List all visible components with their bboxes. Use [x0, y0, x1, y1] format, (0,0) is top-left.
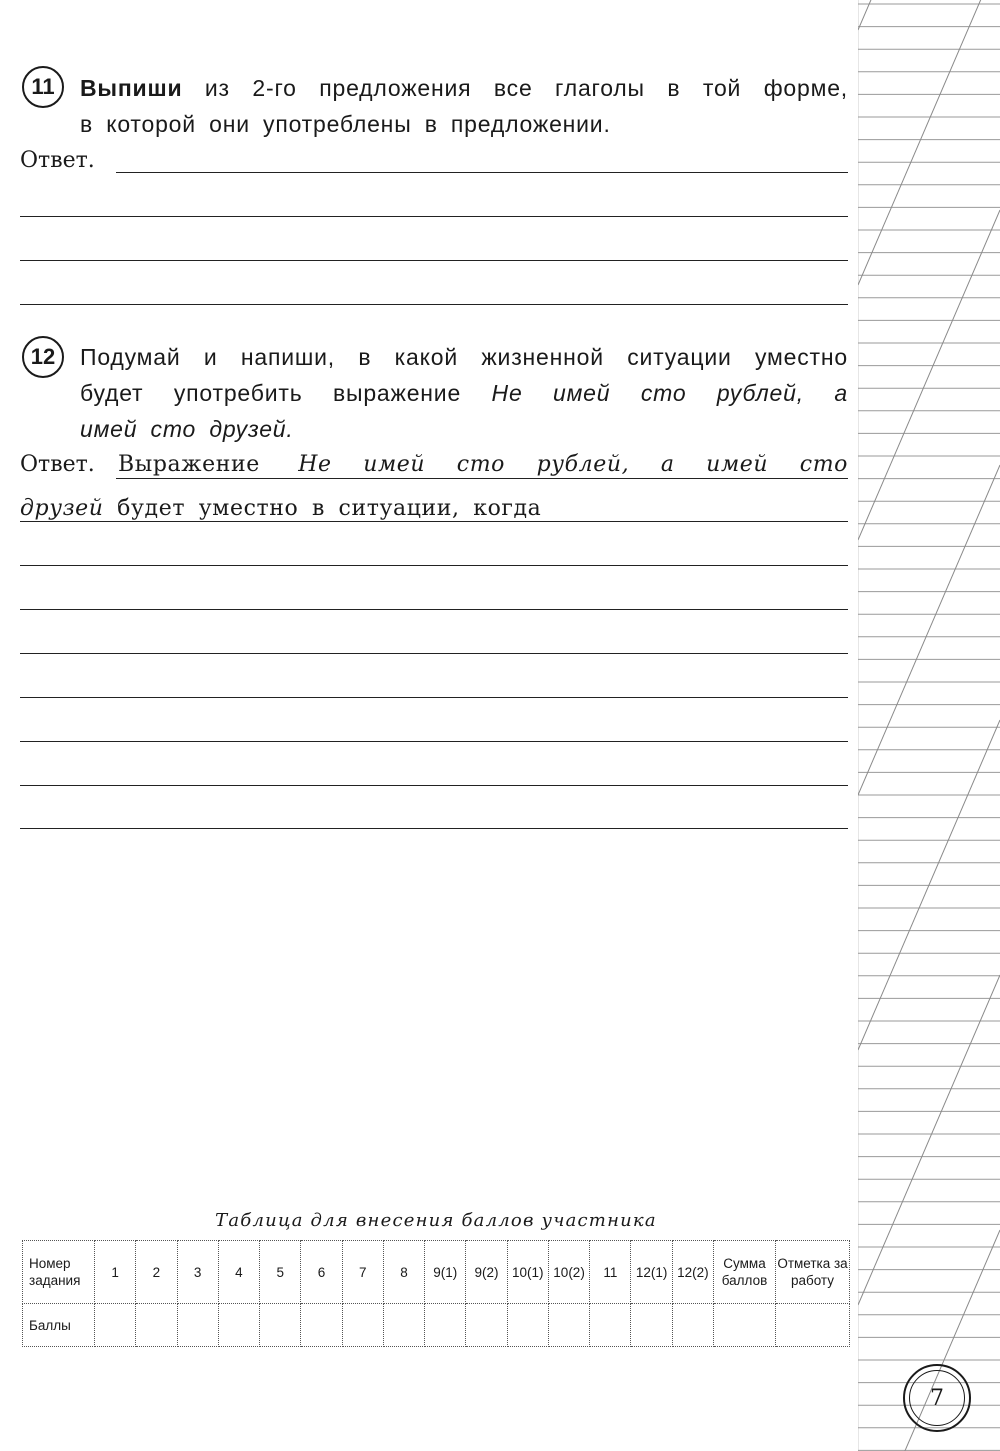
task-12-line2-plain: будет употребить выражение: [80, 380, 492, 406]
task-12-answer-line-2[interactable]: [20, 521, 848, 522]
score-table-column-header: 12(1): [631, 1241, 672, 1304]
task-12-answer-line-6[interactable]: [20, 697, 848, 698]
score-table-column-header: 9(1): [425, 1241, 466, 1304]
task-12-answer-line-9[interactable]: [20, 828, 848, 829]
score-table-column-header: 7: [342, 1241, 383, 1304]
task-12-answer-line2-plain: будет уместно в ситуации, когда: [103, 496, 542, 521]
task-number-12-text: 12: [30, 344, 56, 369]
score-table-values-row: [23, 1304, 850, 1347]
task-12-answer-line1-plain: Выражение: [118, 452, 260, 477]
task-12-answer-line-4[interactable]: [20, 609, 848, 610]
score-table-caption: Таблица для внесения баллов участника: [215, 1210, 657, 1231]
score-table-row1-label: Номер задания: [23, 1241, 95, 1304]
task-12-answer-line-7[interactable]: [20, 741, 848, 742]
score-table-column-header: Отметка за работу: [776, 1241, 850, 1304]
score-table: [22, 1240, 850, 1347]
score-table-column-header: 2: [136, 1241, 177, 1304]
task-12-line3-italic: имей сто друзей.: [80, 416, 294, 442]
score-table-column-header: 4: [218, 1241, 259, 1304]
score-table-score-cell[interactable]: [714, 1304, 776, 1347]
margin-slant-line: [858, 210, 1000, 540]
task-12-answer-line-1[interactable]: [116, 478, 848, 479]
score-table-score-cell[interactable]: [672, 1304, 713, 1347]
score-table-score-cell[interactable]: [776, 1304, 850, 1347]
page-number-badge: [903, 1364, 971, 1432]
score-table-score-cell[interactable]: [136, 1304, 177, 1347]
task-12-line2-italic: Не имей сто рублей, а: [491, 380, 848, 406]
score-table-column-header: 10(2): [548, 1241, 589, 1304]
score-table-score-cell[interactable]: [301, 1304, 342, 1347]
score-table-column-header: 8: [383, 1241, 424, 1304]
task-12-answer-line2: [20, 496, 541, 521]
score-table-column-header: 6: [301, 1241, 342, 1304]
score-table-score-cell[interactable]: [218, 1304, 259, 1347]
score-table-score-cell[interactable]: [383, 1304, 424, 1347]
score-table-column-header: 1: [95, 1241, 136, 1304]
margin-slant-line: [858, 975, 1000, 1305]
score-table-column-header: 5: [260, 1241, 301, 1304]
margin-slant-line: [858, 0, 1000, 285]
task-11-bold-verb: Выпиши: [80, 75, 183, 101]
score-table-column-header: 11: [590, 1241, 631, 1304]
task-11-answer-line-3[interactable]: [20, 260, 848, 261]
margin-slant-line: [858, 465, 1000, 795]
score-table-header-row: [23, 1241, 850, 1304]
task-12-answer-line2-italic: друзей: [20, 496, 104, 521]
task-12-answer-line-8[interactable]: [20, 785, 848, 786]
score-table-score-cell[interactable]: [260, 1304, 301, 1347]
task-11-text: [80, 70, 848, 142]
task-12-answer-line1-italic: Не имей сто рублей, а имей сто: [298, 452, 848, 477]
task-number-11: [22, 66, 64, 108]
margin-ruling: [858, 0, 1000, 1451]
task-12-answer-line-3[interactable]: [20, 565, 848, 566]
score-table-score-cell[interactable]: [507, 1304, 548, 1347]
score-table-row2-label: Баллы: [23, 1304, 95, 1347]
score-table-score-cell[interactable]: [177, 1304, 218, 1347]
task-12-line1: Подумай и напиши, в какой жизненной ситуации уместно: [80, 344, 848, 370]
page-number: 7: [930, 1385, 944, 1411]
task-12-answer-label: Ответ.: [20, 452, 95, 477]
score-table-score-cell[interactable]: [342, 1304, 383, 1347]
score-table-score-cell[interactable]: [590, 1304, 631, 1347]
task-11-answer-line-2[interactable]: [20, 216, 848, 217]
score-table-column-header: 12(2): [672, 1241, 713, 1304]
score-table-column-header: 9(2): [466, 1241, 507, 1304]
score-table-score-cell[interactable]: [548, 1304, 589, 1347]
task-12-answer-line1: [118, 452, 848, 477]
score-table-score-cell[interactable]: [425, 1304, 466, 1347]
score-table-score-cell[interactable]: [95, 1304, 136, 1347]
task-11-line1: из 2-го предложения все глаголы в той форме,: [182, 75, 848, 101]
task-number-11-text: 11: [31, 74, 55, 99]
task-12-text: [80, 339, 848, 447]
score-table-column-header: 10(1): [507, 1241, 548, 1304]
task-11-line2: в которой они употреблены в предложении.: [80, 111, 611, 137]
task-11-answer-label: Ответ.: [20, 148, 95, 173]
score-table-score-cell[interactable]: [631, 1304, 672, 1347]
task-12-answer-line-5[interactable]: [20, 653, 848, 654]
task-11-answer-line-4[interactable]: [20, 304, 848, 305]
score-table-column-header: Сумма баллов: [714, 1241, 776, 1304]
task-number-12: [22, 336, 64, 378]
score-table-score-cell[interactable]: [466, 1304, 507, 1347]
task-11-answer-line-1[interactable]: [116, 172, 848, 173]
score-table-column-header: 3: [177, 1241, 218, 1304]
